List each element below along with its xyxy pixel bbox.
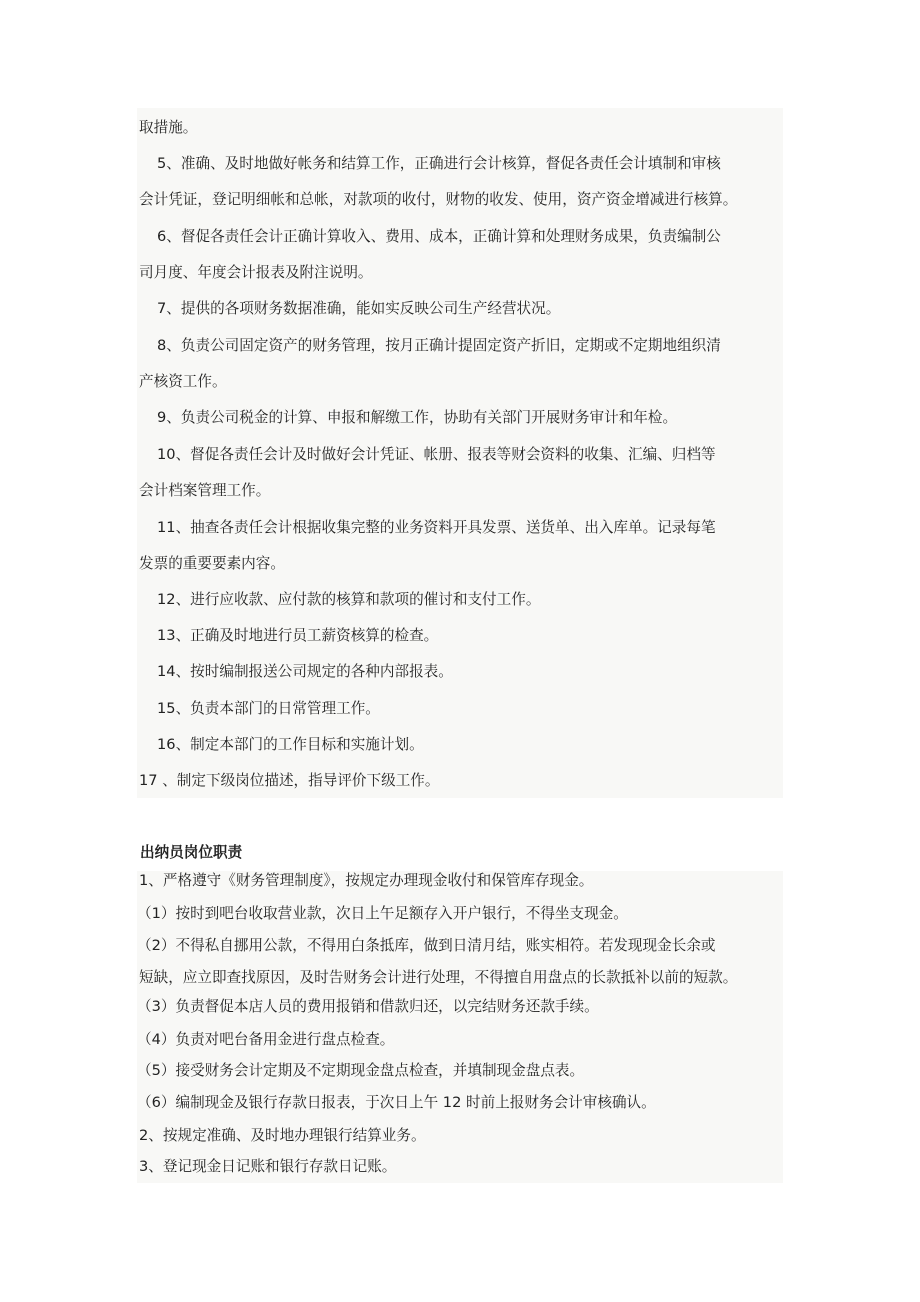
text-line: 6、督促各责任会计正确计算收入、费用、成本，正确计算和处理财务成果，负责编制公	[157, 228, 721, 245]
text-line: 会计凭证，登记明细帐和总帐，对款项的收付，财物的收发、使用，资产资金增减进行核算。	[139, 191, 738, 208]
text-line: （3）负责督促本店人员的费用报销和借款归还，以完结财务还款手续。	[137, 998, 599, 1015]
text-line: 10、督促各责任会计及时做好会计凭证、帐册、报表等财会资料的收集、汇编、归档等	[157, 446, 716, 463]
text-line: 8、负责公司固定资产的财务管理，按月正确计提固定资产折旧，定期或不定期地组织清	[157, 337, 721, 354]
text-line: （1）按时到吧台收取营业款，次日上午足额存入开户银行，不得坐支现金。	[137, 905, 628, 922]
text-line: 15、负责本部门的日常管理工作。	[157, 700, 380, 717]
text-line: 会计档案管理工作。	[139, 482, 271, 499]
text-line: 短缺，应立即查找原因，及时告财务会计进行处理，不得擅自用盘点的长款抵补以前的短款。	[139, 969, 738, 986]
section-title: 出纳员岗位职责	[140, 844, 243, 861]
text-line: 11、抽查各责任会计根据收集完整的业务资料开具发票、送货单、出入库单。记录每笔	[157, 519, 716, 536]
text-line: 取措施。	[139, 119, 198, 136]
text-line: （4）负责对吧台备用金进行盘点检查。	[137, 1031, 395, 1048]
text-line: 3、登记现金日记账和银行存款日记账。	[139, 1158, 397, 1175]
text-line: 司月度、年度会计报表及附注说明。	[139, 264, 373, 281]
text-line: （2）不得私自挪用公款，不得用白条抵库，做到日清月结，账实相符。若发现现金长余或	[137, 937, 716, 954]
text-line: 16、制定本部门的工作目标和实施计划。	[157, 736, 424, 753]
duties-block-2	[137, 871, 783, 1183]
text-line: （5）接受财务会计定期及不定期现金盘点检查，并填制现金盘点表。	[137, 1062, 585, 1079]
text-line: 13、正确及时地进行员工薪资核算的检查。	[157, 627, 439, 644]
duties-block-1	[137, 108, 783, 798]
text-line: 14、按时编制报送公司规定的各种内部报表。	[157, 663, 453, 680]
text-line: 9、负责公司税金的计算、申报和解缴工作，协助有关部门开展财务审计和年检。	[157, 409, 678, 426]
text-line: 发票的重要要素内容。	[139, 555, 285, 572]
text-line: （6）编制现金及银行存款日报表，于次日上午 12 时前上报财务会计审核确认。	[137, 1094, 656, 1111]
text-line: 7、提供的各项财务数据准确，能如实反映公司生产经营状况。	[157, 300, 561, 317]
text-line: 产核资工作。	[139, 373, 227, 390]
text-line: 2、按规定准确、及时地办理银行结算业务。	[139, 1127, 426, 1144]
text-line: 17 、制定下级岗位描述，指导评价下级工作。	[139, 772, 440, 789]
text-line: 5、准确、及时地做好帐务和结算工作，正确进行会计核算，督促各责任会计填制和审核	[157, 155, 721, 172]
text-line: 12、进行应收款、应付款的核算和款项的催讨和支付工作。	[157, 591, 541, 608]
text-line: 1、严格遵守《财务管理制度》，按规定办理现金收付和保管库存现金。	[139, 872, 594, 889]
